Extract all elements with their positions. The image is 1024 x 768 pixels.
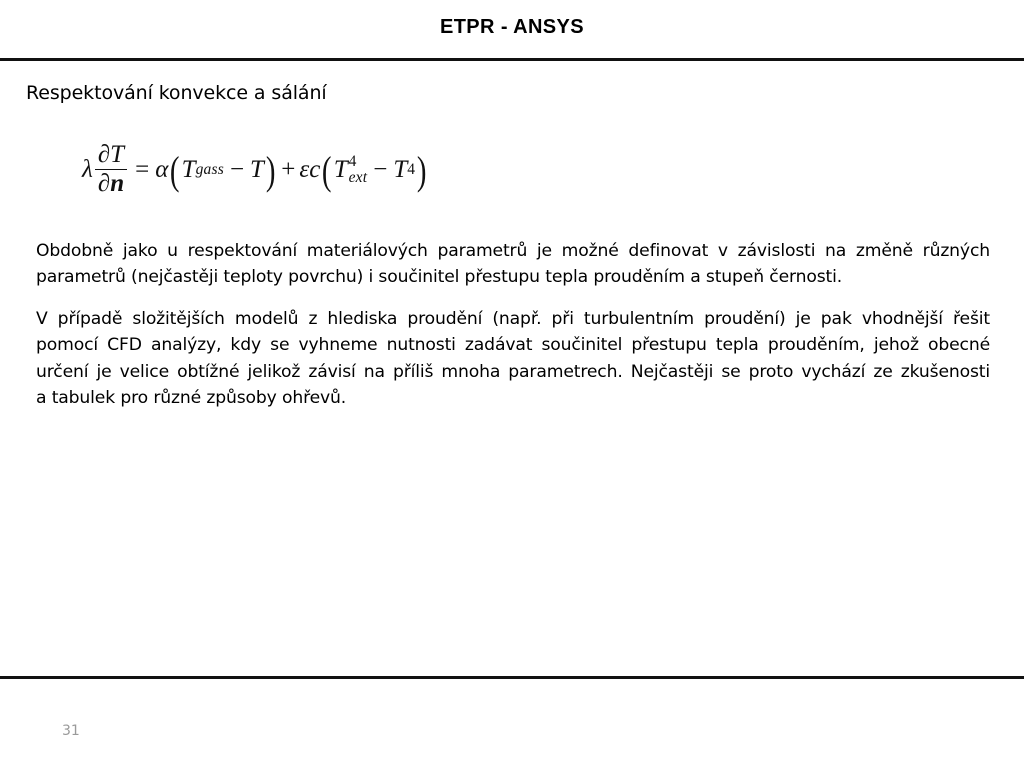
- equation-lambda: λ: [82, 155, 93, 183]
- equation-t-surface-1: T: [250, 155, 264, 183]
- body-paragraph-1: Obdobně jako u respektování materiálových parametrů je možné definovat v závislosti na změně různých parametrů (nejčastěji teploty povrchu) i součinitel přestupu tepla prouděním a stupeň černosti.: [36, 241, 990, 288]
- normal-vector-n: n: [110, 170, 125, 197]
- slide-title: ETPR - ANSYS: [439, 16, 585, 38]
- equation-minus-sign-2: −: [373, 155, 388, 183]
- equation-paren-close-2: ): [416, 147, 427, 193]
- equation-t-ext-exponent: 4: [348, 152, 357, 170]
- header-divider-rule: [0, 58, 1024, 61]
- equation-partial-fraction: [95, 142, 127, 197]
- equation-fraction-numerator: ∂T: [97, 141, 125, 168]
- equation-boundary-condition: [82, 142, 428, 197]
- equation-epsilon: ε: [299, 155, 310, 183]
- partial-symbol: ∂: [97, 170, 111, 197]
- body-text-block: [36, 238, 990, 411]
- equation-t-gass-base: T: [181, 155, 196, 183]
- equation-paren-close-1: ): [265, 147, 276, 193]
- equation-plus-sign: +: [281, 155, 296, 183]
- equation-c-constant: c: [309, 155, 321, 183]
- body-paragraph-2-lastline: a tabulek pro různé způsoby ohřevů.: [36, 387, 347, 408]
- equation-fraction-denominator: [95, 169, 127, 197]
- equation-t-gass-subscript: gass: [195, 160, 224, 178]
- body-paragraph-2: [36, 306, 990, 411]
- page-number: 31: [62, 723, 80, 739]
- section-heading: Respektování konvekce a sálání: [26, 82, 327, 104]
- equation-paren-open-2: (: [322, 147, 332, 193]
- footer-divider-rule: [0, 676, 1024, 679]
- equation-minus-sign-1: −: [229, 155, 245, 183]
- equation-t-ext-indices: [349, 154, 368, 186]
- equation-equals-sign: =: [135, 155, 150, 183]
- equation-t-surface-2: T: [393, 155, 408, 183]
- equation-t-ext-subscript: ext: [348, 168, 368, 186]
- equation-t-surface-2-exponent: 4: [407, 160, 416, 178]
- equation-t-ext-base: T: [333, 155, 348, 183]
- equation-paren-open-1: (: [170, 147, 180, 193]
- equation-alpha: α: [155, 155, 169, 183]
- body-paragraph-2-main: V případě složitějších modelů z hlediska proudění (např. při turbulentním proudění) je pak vhodnější řešit pomocí CFD analýzy, kdy se vyhneme nutnosti zadávat součinitel přestupu tepla prouděním, jehož obecné určení je velice obtížné jelikož závisí na příliš mnoha parametrech. Nejčastěji se proto vychází ze zkušenosti: [36, 309, 990, 382]
